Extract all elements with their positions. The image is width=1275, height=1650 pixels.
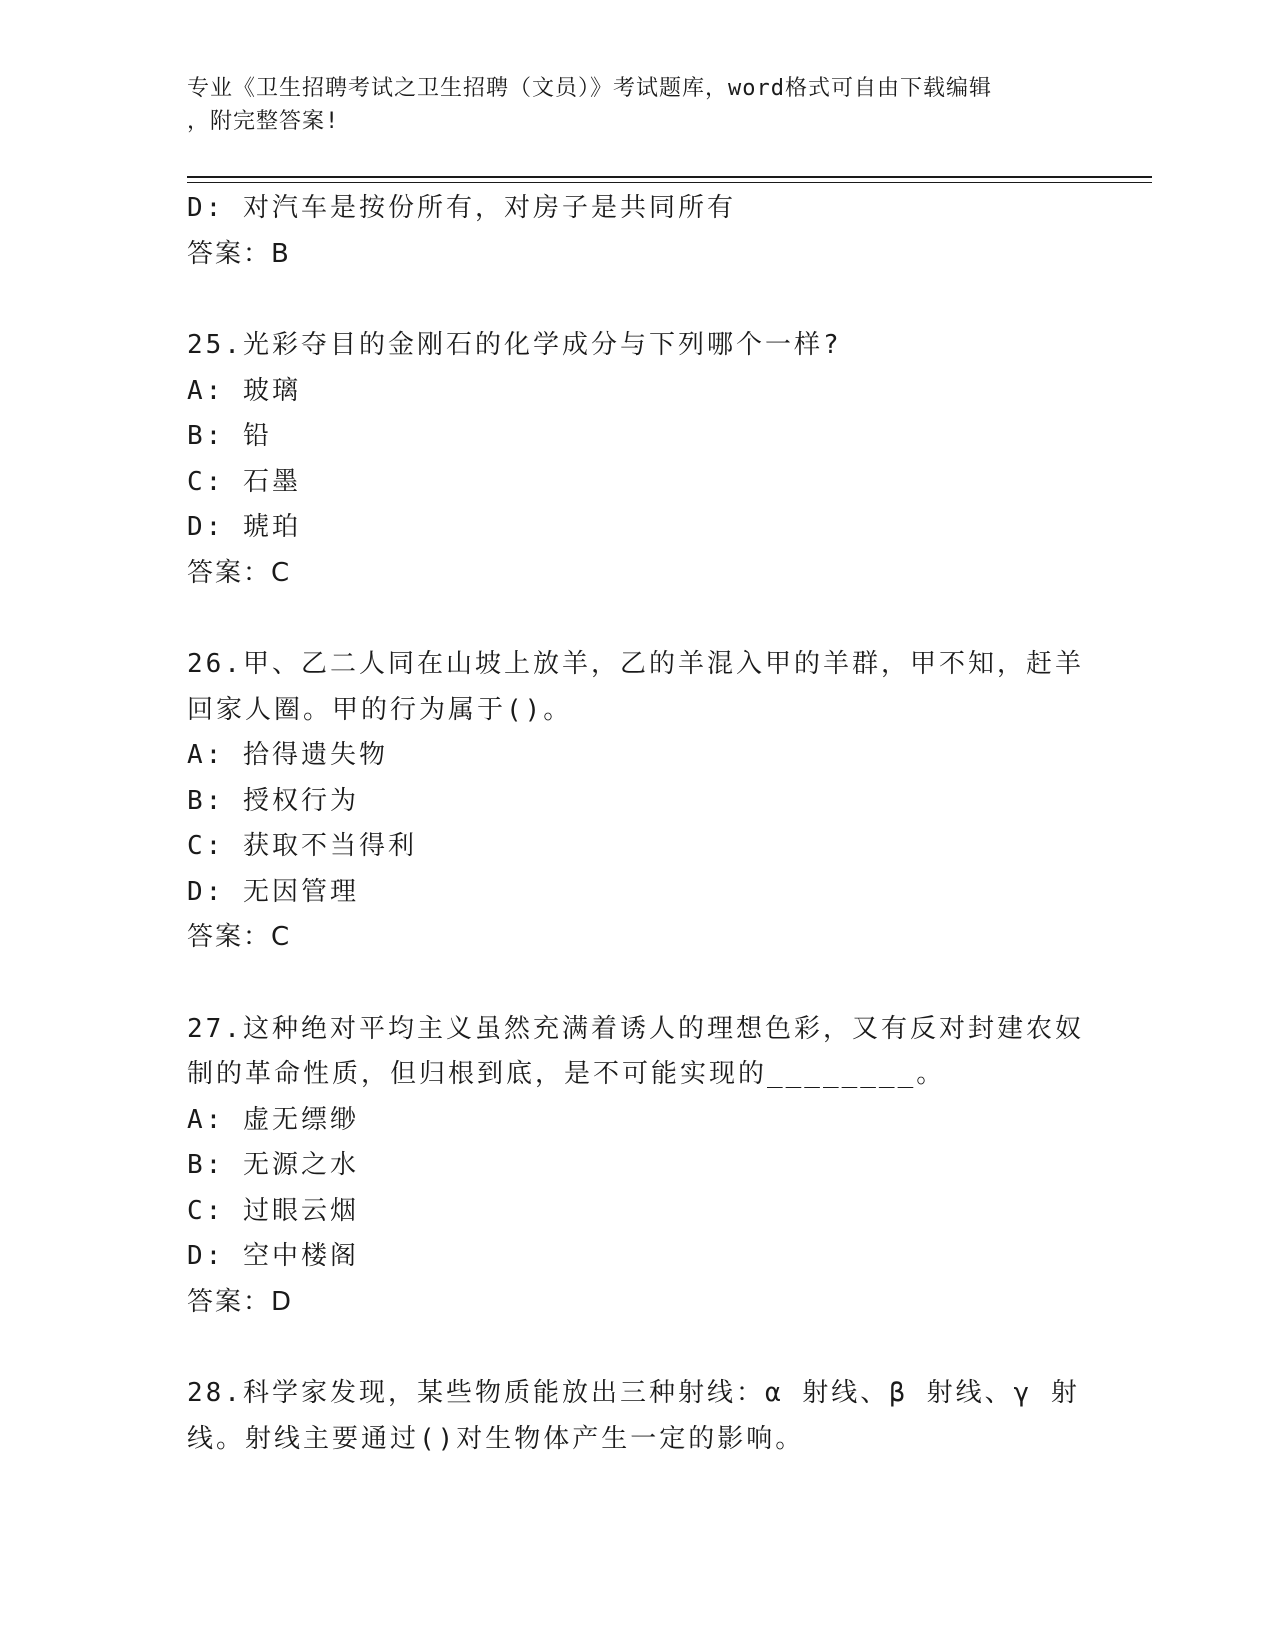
prev-option-d: D: 对汽车是按份所有，对房子是共同所有 bbox=[187, 193, 736, 223]
page-header bbox=[187, 72, 1067, 138]
option-a: A: 拾得遗失物 bbox=[187, 740, 388, 770]
option-b: B: 铅 bbox=[187, 421, 272, 451]
question-28 bbox=[187, 1371, 1087, 1462]
question-26 bbox=[187, 642, 1087, 961]
header-line-2: ，附完整答案! bbox=[187, 109, 340, 134]
answer: 答案：C bbox=[187, 557, 292, 588]
question-text-line-1: 28.科学家发现，某些物质能放出三种射线：α 射线、β 射线、γ 射 bbox=[187, 1378, 1080, 1408]
question-text: 25.光彩夺目的金刚石的化学成分与下列哪个一样? bbox=[187, 330, 842, 360]
prev-answer: 答案：B bbox=[187, 238, 291, 269]
option-b: B: 无源之水 bbox=[187, 1150, 359, 1180]
question-25 bbox=[187, 323, 1087, 596]
question-27 bbox=[187, 1007, 1087, 1326]
question-text-line-2: 线。射线主要通过()对生物体产生一定的影响。 bbox=[187, 1423, 805, 1454]
option-a: A: 虚无缥缈 bbox=[187, 1104, 359, 1135]
question-text-line-1: 27.这种绝对平均主义虽然充满着诱人的理想色彩，又有反对封建农奴 bbox=[187, 1013, 1084, 1044]
question-text-line-2: 回家人圈。甲的行为属于()。 bbox=[187, 694, 573, 725]
option-b: B: 授权行为 bbox=[187, 785, 359, 816]
question-text-line-2: 制的革命性质，但归根到底，是不可能实现的________。 bbox=[187, 1059, 946, 1089]
option-d: D: 无因管理 bbox=[187, 876, 359, 907]
spacer bbox=[187, 277, 1087, 323]
spacer bbox=[187, 961, 1087, 1007]
spacer bbox=[187, 1325, 1087, 1371]
header-rule-thick bbox=[187, 176, 1152, 178]
option-d: D: 琥珀 bbox=[187, 512, 301, 542]
option-a: A: 玻璃 bbox=[187, 375, 301, 406]
header-line-1: 专业《卫生招聘考试之卫生招聘（文员）》考试题库，word格式可自由下载编辑 bbox=[187, 76, 992, 101]
header-rule-thin bbox=[187, 182, 1152, 183]
option-c: C: 石墨 bbox=[187, 466, 301, 497]
answer: 答案：C bbox=[187, 922, 292, 952]
option-c: C: 过眼云烟 bbox=[187, 1195, 359, 1226]
answer: 答案：D bbox=[187, 1286, 294, 1317]
question-text-line-1: 26.甲、乙二人同在山坡上放羊，乙的羊混入甲的羊群，甲不知，赶羊 bbox=[187, 649, 1084, 679]
question-content bbox=[187, 186, 1087, 1462]
option-c: C: 获取不当得利 bbox=[187, 831, 417, 861]
spacer bbox=[187, 596, 1087, 642]
option-d: D: 空中楼阁 bbox=[187, 1241, 359, 1271]
